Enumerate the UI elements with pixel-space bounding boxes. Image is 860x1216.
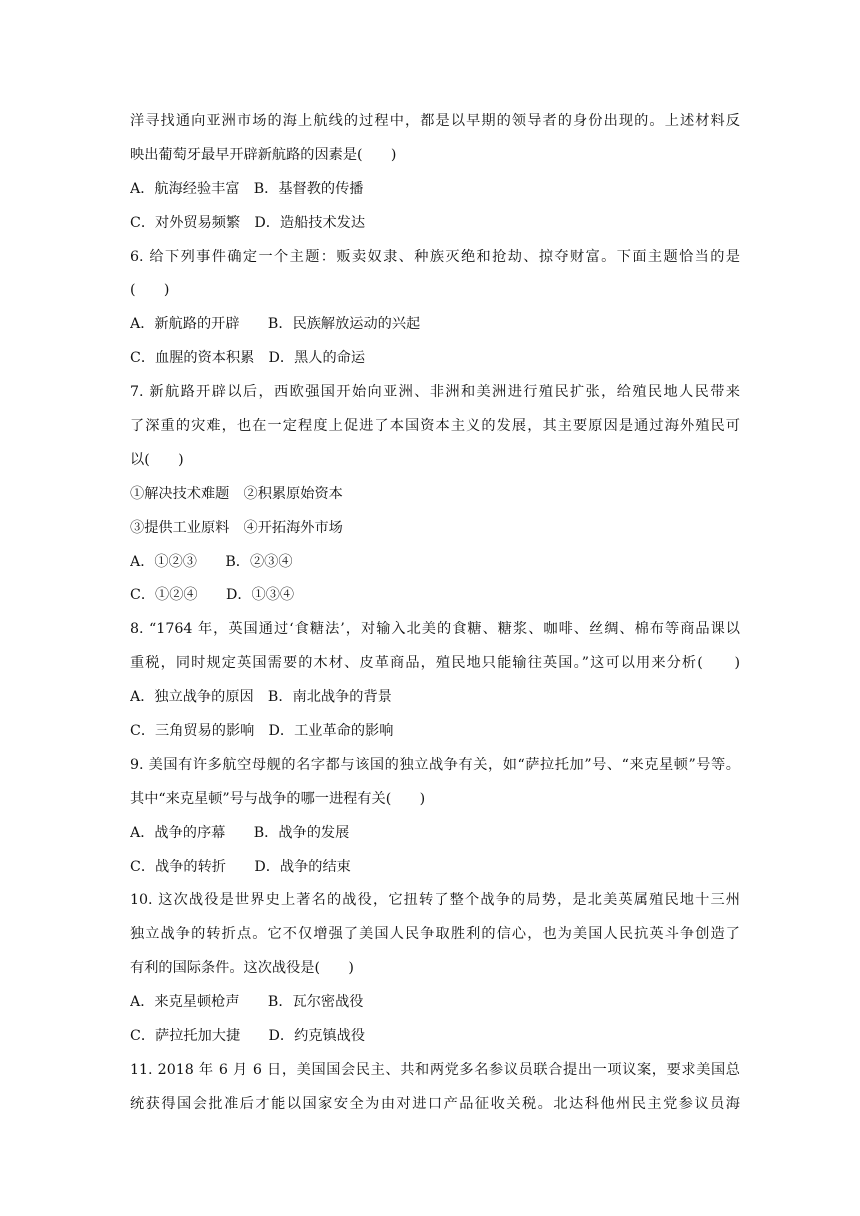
answer-option-line: A．新航路的开辟 B．民族解放运动的兴起	[130, 316, 421, 333]
question-9: 9. 美国有许多航空母舰的名字都与该国的独立战争有关，如“萨拉托加”号、“来克星顿”号等。	[130, 756, 740, 773]
answer-option-line: C．对外贸易频繁 D．造船技术发达	[130, 214, 366, 231]
text-line: 独立战争的转折点。它不仅增强了美国人民争取胜利的信心，也为美国人民抗英斗争创造了	[130, 926, 740, 943]
question-6: 6. 给下列事件确定一个主题：贩卖奴隶、种族灭绝和抢劫、掠夺财富。下面主题恰当的是	[130, 248, 740, 265]
text-line: 洋寻找通向亚洲市场的海上航线的过程中，都是以早期的领导者的身份出现的。上述材料反	[130, 113, 740, 129]
answer-option-line: A．战争的序幕 B．战争的发展	[130, 824, 350, 841]
text-line: 统获得国会批准后才能以国家安全为由对进口产品征收关税。北达科他州民主党参议员海	[130, 1095, 740, 1112]
text-line: 映出葡萄牙最早开辟新航路的因素是( )	[130, 146, 397, 163]
answer-option-line: C．萨拉托加大捷 D．约克镇战役	[130, 1028, 366, 1045]
statement-line: ①解决技术难题 ②积累原始资本	[130, 485, 343, 502]
text-line: 有利的国际条件。这次战役是( )	[130, 960, 354, 977]
answer-option-line: A．①②③ B．②③④	[130, 553, 293, 570]
answer-option-line: A．来克星顿枪声 B．瓦尔密战役	[130, 994, 364, 1011]
document-body	[130, 105, 740, 1122]
question-7: 7. 新航路开辟以后，西欧强国开始向亚洲、非洲和美洲进行殖民扩张，给殖民地人民带来	[130, 384, 740, 401]
answer-option-line: C．三角贸易的影响 D．工业革命的影响	[130, 723, 394, 740]
answer-option-line: A．航海经验丰富 B．基督教的传播	[130, 180, 364, 197]
question-10: 10. 这次战役是世界史上著名的战役，它扭转了整个战争的局势，是北美英属殖民地十三州	[130, 892, 740, 909]
question-11: 11. 2018 年 6 月 6 日，美国国会民主、共和两党多名参议员联合提出一项议案，要求美国总	[130, 1061, 740, 1078]
text-line: 重税，同时规定英国需要的木材、皮革商品，殖民地只能输往英国。”这可以用来分析( )	[130, 655, 740, 672]
answer-option-line: C．①②④ D．①③④	[130, 587, 295, 604]
question-8: 8. “1764 年，英国通过‘食糖法’，对输入北美的食糖、糖浆、咖啡、丝绸、棉布等商品课以	[130, 621, 740, 638]
answer-option-line: C．血腥的资本积累 D．黑人的命运	[130, 350, 366, 367]
text-line: 其中“来克星顿”号与战争的哪一进程有关( )	[130, 790, 426, 807]
answer-option-line: A．独立战争的原因 B．南北战争的背景	[130, 689, 392, 706]
text-line: ( )	[130, 282, 170, 299]
text-line: 了深重的灾难，也在一定程度上促进了本国资本主义的发展，其主要原因是通过海外殖民可	[130, 418, 740, 435]
statement-line: ③提供工业原料 ④开拓海外市场	[130, 519, 343, 536]
answer-option-line: C．战争的转折 D．战争的结束	[130, 858, 351, 875]
text-line: 以( )	[130, 451, 184, 468]
